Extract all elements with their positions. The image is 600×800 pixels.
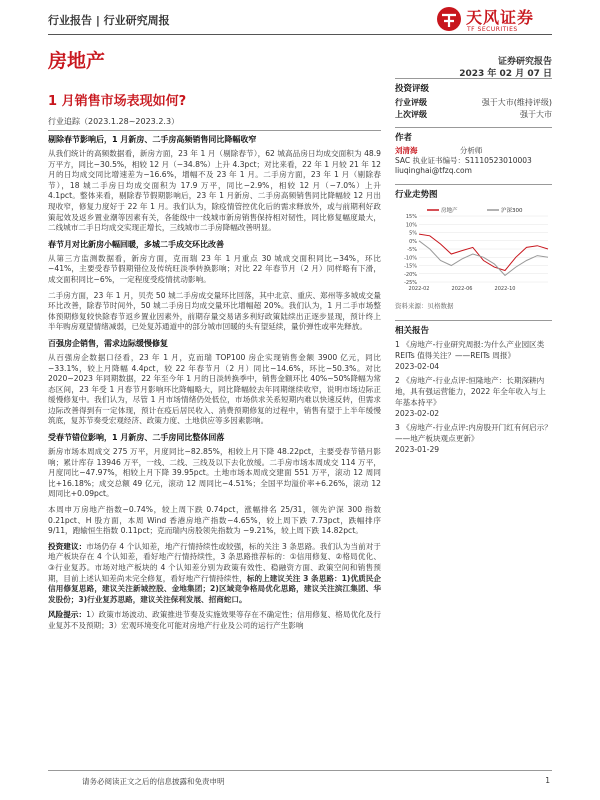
chart-y-tick-label: -20% (404, 271, 417, 278)
logo-subtext: TF SECURITIES (467, 26, 518, 33)
analyst-name: 刘清海 (395, 146, 418, 155)
chart-series-line (419, 234, 548, 270)
chart-x-tick-label: 2022-06 (451, 286, 473, 292)
risk-label: 风险提示： (48, 610, 87, 620)
footer-divider (48, 770, 552, 771)
rating-value: 强于大市(维持评级) (481, 98, 552, 107)
chart-legend-label: 房地产 (441, 208, 458, 214)
rating-row (395, 109, 552, 121)
analyst-cert: SAC 执业证书编号：S1110523010003 (395, 156, 532, 165)
section-paragraph: 新房市场本周成交 275 万平，月度同比−82.85%，相较上月下降 48.22pct，主要受春节错月影响；累计库存 13946 万平，一线、二线、三线及以下去化放缓。二手房市场本周成交 114 万平，月度同比−47.97%，相较上月下降 39.95pct。土地市场本周成交建面 551 万平，滚动 12 周同比+16.18%；成交总额 49 亿元，滚动 12 周同比−4.51%；全国平均溢价率+6.26%，滚动 12 周同比+0.09pct。 (48, 447, 381, 499)
rating-row (395, 97, 552, 109)
related-report-title[interactable]: 3 《房地产-行业点评:内房股开门红有何启示？——地产板块观点更新》 (395, 423, 552, 443)
section-heading: 春节月对比新房小幅回暖，多城二手成交环比改善 (48, 239, 224, 249)
related-report-date: 2023-02-02 (395, 409, 440, 418)
risk-warning (48, 610, 381, 631)
sector-title: 房地产 (48, 50, 106, 72)
header-divider (48, 34, 552, 35)
chart-y-tick-label: 0% (409, 238, 417, 245)
sidebar (395, 78, 552, 458)
section-paragraph: 从百强房企数据口径看，23 年 1 月，克而瑞 TOP100 房企实现销售金额 3900 亿元，同比−33.1%，较上月降幅 4.4pct，较 22 年春节月（2 月）同比−14.6%，环比−50.3%。对比 2020~2023 年同期数据，22 年至今年 1 月的日淡转换季中，销售金额环比 40%~50%降幅为常态区间，23 年受 1 月春节月影响环比降幅略大，同比降幅较去年同期继续收窄，说明市场边际正缓慢修复中。我们认为，尽管 1 月市场情绪仍处低位，市场供求关系短期内难以快速反转，但需求边际改善得到有一定体现，预计在疫后居民收入、消费预期修复的过程中，销售有望于上半年缓慢筑底，复苏节奏受宏观经济、政策力度、土地供应等多因素影响。 (48, 352, 381, 426)
footer-disclaimer: 请务必阅读正文之后的信息披露和免责申明 (82, 777, 225, 786)
chart-y-tick-label: -5% (407, 247, 417, 253)
section-divider (48, 130, 381, 131)
chart-y-tick-label: -15% (404, 263, 417, 270)
chart-x-tick-label: 2022-10 (494, 286, 516, 292)
logo-mark-icon (436, 6, 462, 32)
report-type: 证券研究报告 (497, 57, 552, 67)
section-paragraph: 本周申万房地产指数−0.74%，较上周下跌 0.74pct，涨幅排名 25/31，领先沪深 300 指数 0.21pct、H 股方面，本周 Wind 香港房地产指数−4.65%，较上周下跌 7.73pct，跌幅排序 9/11，跑输恒生指数 0.11pct；克而瑞内房股领先指数为 −9.21%，较上周下跌 14.82pct。 (48, 505, 381, 536)
advice-label: 投资建议： (48, 541, 87, 551)
risk-text: 1）政策市场波动、政策推进节奏及实施效果等存在不确定性；信用修复、格局优化及行业复苏不及预期；3）宏观环境变化可能对房地产行业及公司的运行产生影响 (48, 610, 382, 630)
company-logo (436, 5, 554, 33)
page-number: 1 (545, 776, 550, 785)
advice-picks: 标的上建议关注 3 条思路：1)优质民企信用修复思路，建议关注新城控股、金地集团；2)区域竞争格局优化思路，建议关注滨江集团、华发股份；3)行业复苏思路，建议关注保利发展、招商蛇口。 (48, 573, 381, 604)
related-reports (395, 320, 552, 455)
advice-text: 市场仍存 4 个认知差，地产行情持续性或较强，标的关注 3 条思路。我们认为当前对于地产板块存在 4 个认知差，看好地产行情持续性，3 条思路推荐标的：①信用修复、②格局优化、③行业复苏。市场对地产板块的 4 个认知差分别为政策有效性、稳融资方面、政策空间和销售预期，目前上述认知差尚未完全修复，看好地产行情持续性， (48, 541, 381, 583)
section-heading: 百强房企销售，需求边际缓慢修复 (48, 338, 168, 348)
related-report-date: 2023-02-04 (395, 362, 440, 371)
logo-text: 天风证券 (466, 8, 535, 27)
section-heading: 剔除春节影响后，1 月新房、二手房高频销售同比降幅收窄 (48, 135, 257, 144)
chart-y-tick-label: -25% (404, 280, 417, 286)
chart-y-tick-label: -10% (404, 255, 417, 262)
tracking-period: 行业追踪（2023.1.28~2023.2.3） (48, 117, 180, 126)
chart-x-tick-label: 2022-02 (408, 286, 430, 292)
related-report-title[interactable]: 1 《房地产-行业研究周报:为什么产业园区类 REITs 值得关注？——REITs 周报》 (395, 340, 545, 360)
chart-y-tick-label: 5% (409, 230, 417, 237)
report-title: 1 月销售市场表现如何? (48, 94, 187, 109)
related-report-title[interactable]: 2 《房地产-行业点评:恒隆地产：长期深耕内地，具有强运营能力，2022 年全年收入与上年基本持平》 (395, 376, 546, 407)
chart-source: 资料来源：贝格数据 (395, 302, 454, 310)
main-column (48, 130, 381, 637)
chart-y-tick-label: 15% (405, 214, 417, 220)
related-report-date: 2023-01-29 (395, 445, 440, 454)
rating-heading: 投资评级 (395, 78, 552, 94)
report-date: 2023 年 02 月 07 日 (459, 69, 552, 79)
analyst-heading: 作者 (395, 133, 413, 143)
rating-value: 强于大市 (520, 110, 552, 119)
analyst-block (395, 127, 552, 176)
related-report-item[interactable] (395, 339, 552, 372)
related-report-item[interactable] (395, 422, 552, 455)
section-paragraph: 从第三方监测数据看，新房方面，克而瑞 23 年 1 月重点 30 城成交面积同比−34%，环比−41%，主要受春节假期错位及传统旺淡季转换影响；对比 22 年春节月（2 月）同样略有下滑，成交面积同比−6%，一定程度受疫情扰动影响。 (48, 253, 381, 284)
analyst-row (395, 146, 552, 156)
section-heading: 受春节错位影响，1 月新房、二手房同比整体回落 (48, 433, 225, 443)
breadcrumb: 行业报告 | 行业研究周报 (48, 14, 170, 27)
chart-legend-label: 沪深300 (501, 208, 523, 214)
report-header (0, 0, 600, 42)
section-paragraph: 从我们统计的高频数据看，新房方面，23 年 1 月（剔除春节），62 城高品房日均成交面积为 48.9 万平方，同比−30.5%，相较 12 月（−34.8%）上升 4.3pct；对比来看，22 年 1 月较 21 年 12 月的日均成交同比增速差为−16.6%，增幅不及 23 年 1 月。二手房方面，23 年 1 月（剔除春节），18 城二手房日均成交面积为 17.9 万平，同比−2.9%，相较 12 月（−7.0%）上升 4.1pct。整体来看，剔除春节假期影响后，23 年 1 月新房、二手房高频销售同比降幅较 12 月出现收窄，修复力度好于 22 年 1 月。我们认为，除疫情管控优化后的需求释放外，或与前期利好政策起效及返乡置业潮等因素有关，各能级中一线城市新房销售保持相对韧性，同比修复幅度最大，二线城市二手日均成交实现正增长，三线城市二手房降幅改善明显。 (48, 149, 381, 233)
rating-label: 上次评级 (395, 110, 427, 119)
analyst-role: 分析师 (459, 146, 483, 155)
chart-y-tick-label: 10% (405, 222, 417, 229)
trend-heading: 行业走势图 (395, 184, 552, 200)
chart-series-line (419, 241, 548, 276)
related-report-item[interactable] (395, 375, 552, 419)
trend-chart (395, 204, 552, 294)
analyst-email[interactable]: liuqinghai@tfzq.com (395, 166, 472, 175)
related-heading: 相关报告 (395, 326, 430, 336)
rating-label: 行业评级 (395, 98, 427, 107)
section-paragraph: 二手房方面，23 年 1 月，贝壳 50 城二手房成交量环比回落，其中北京、重庆、郑州等多城成交量环比改善，除春节时间外，50 城二手房日均成交量环比增幅超 20%。我们认为，1 月二手市场整体预期修复较快除春节返乡置业因素外，前期存量交易诸多利好政策陆续出正逐步显现，预计终上半年购房观望情绪减弱，已处复苏通道中的部分城市回暖的头有望延续，量价弹性或率先释放。 (48, 290, 381, 332)
investment-advice (48, 542, 381, 606)
